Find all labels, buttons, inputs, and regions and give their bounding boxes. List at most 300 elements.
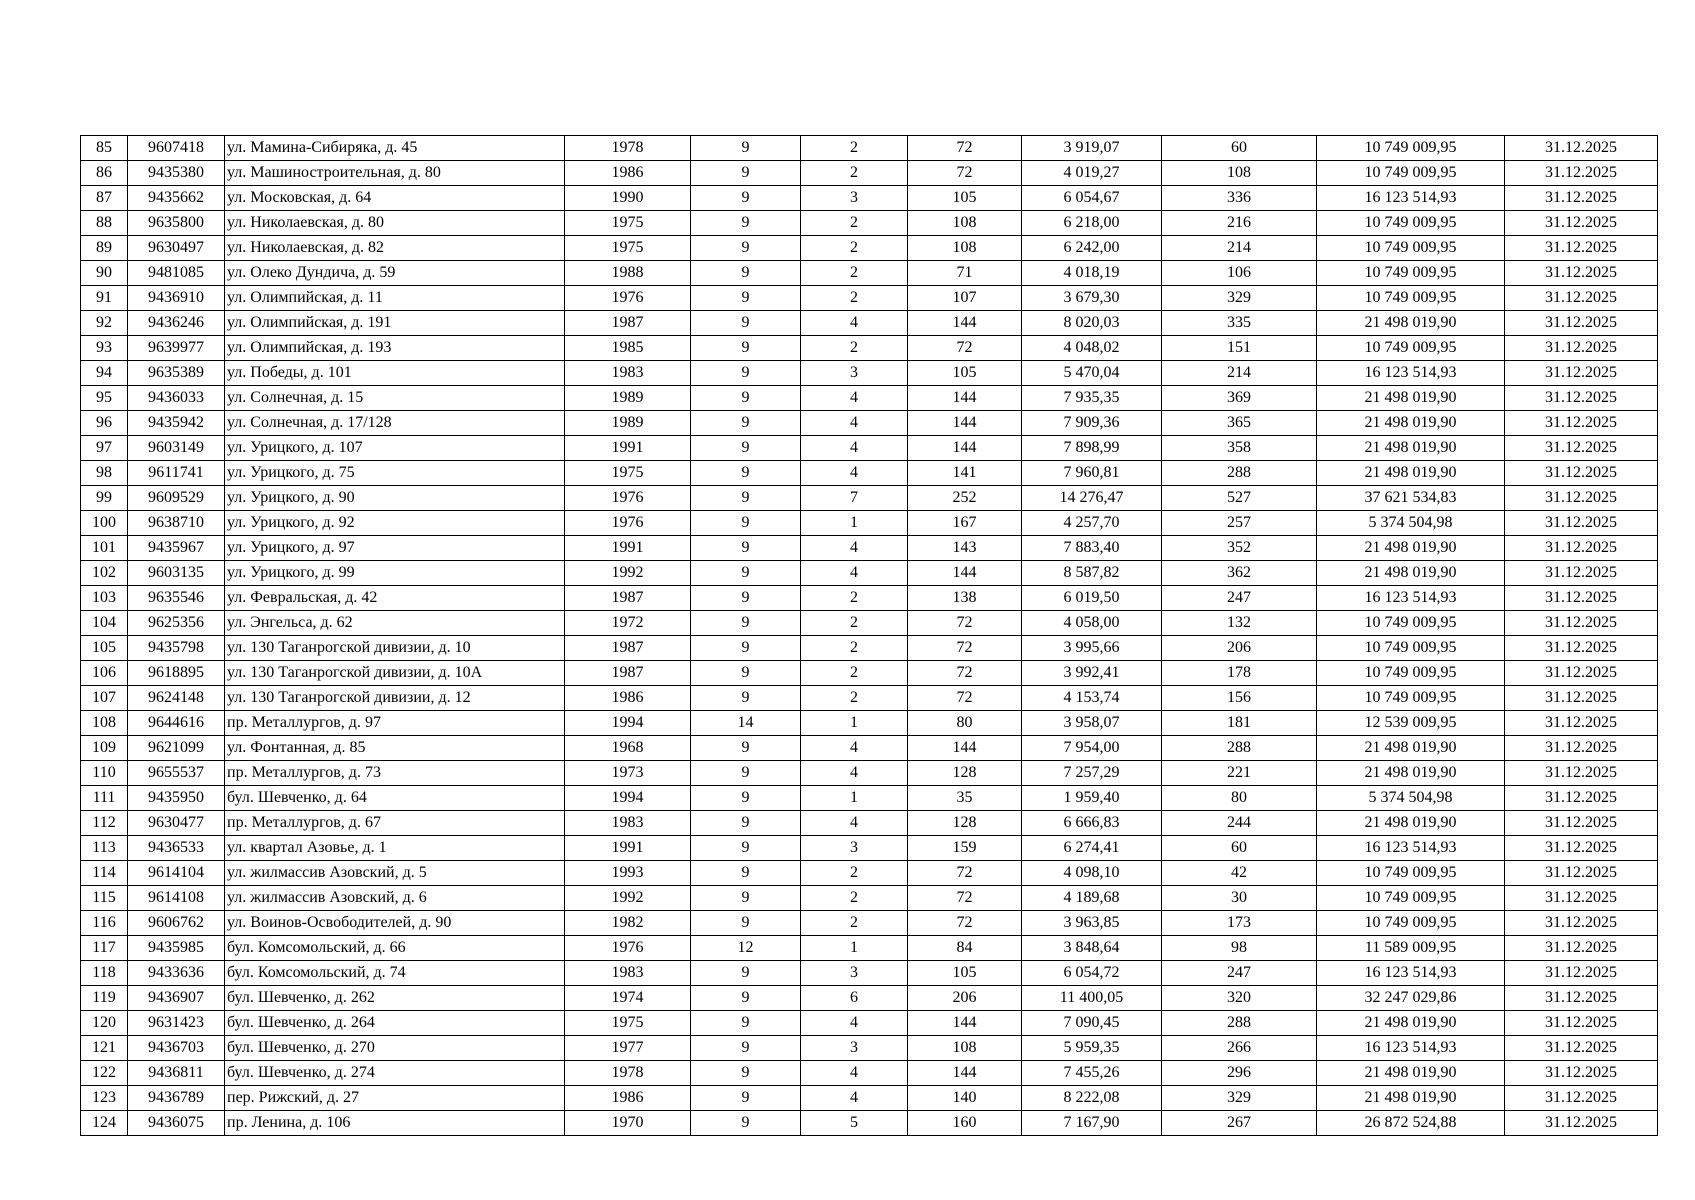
amount-cell: 10 749 009,95 — [1317, 861, 1505, 886]
entrances-cell: 4 — [801, 536, 908, 561]
floors-cell: 9 — [691, 1111, 801, 1136]
floors-cell: 9 — [691, 511, 801, 536]
area-cell: 14 276,47 — [1022, 486, 1162, 511]
deadline-cell: 31.12.2025 — [1505, 836, 1658, 861]
entrances-cell: 4 — [801, 561, 908, 586]
residents-cell: 178 — [1162, 661, 1317, 686]
amount-cell: 37 621 534,83 — [1317, 486, 1505, 511]
apartments-cell: 108 — [908, 1036, 1022, 1061]
amount-cell: 10 749 009,95 — [1317, 261, 1505, 286]
area-cell: 5 470,04 — [1022, 361, 1162, 386]
apartments-cell: 144 — [908, 1011, 1022, 1036]
apartments-cell: 138 — [908, 586, 1022, 611]
entrances-cell: 2 — [801, 886, 908, 911]
house-code-cell: 9625356 — [128, 611, 225, 636]
residents-cell: 369 — [1162, 386, 1317, 411]
deadline-cell: 31.12.2025 — [1505, 786, 1658, 811]
area-cell: 3 958,07 — [1022, 711, 1162, 736]
address-cell: ул. Солнечная, д. 15 — [225, 386, 565, 411]
table-row — [81, 261, 1658, 286]
floors-cell: 9 — [691, 261, 801, 286]
year-cell: 1982 — [565, 911, 691, 936]
residents-cell: 206 — [1162, 636, 1317, 661]
apartments-cell: 144 — [908, 561, 1022, 586]
year-cell: 1975 — [565, 236, 691, 261]
table-row — [81, 161, 1658, 186]
floors-cell: 9 — [691, 861, 801, 886]
house-code-cell: 9436789 — [128, 1086, 225, 1111]
house-code-cell: 9614104 — [128, 861, 225, 886]
residents-cell: 108 — [1162, 161, 1317, 186]
house-code-cell: 9603149 — [128, 436, 225, 461]
floors-cell: 9 — [691, 336, 801, 361]
row-number-cell: 107 — [81, 686, 128, 711]
year-cell: 1972 — [565, 611, 691, 636]
row-number-cell: 111 — [81, 786, 128, 811]
area-cell: 7 898,99 — [1022, 436, 1162, 461]
floors-cell: 12 — [691, 936, 801, 961]
table-row — [81, 761, 1658, 786]
address-cell: ул. Олимпийская, д. 193 — [225, 336, 565, 361]
row-number-cell: 116 — [81, 911, 128, 936]
deadline-cell: 31.12.2025 — [1505, 986, 1658, 1011]
row-number-cell: 121 — [81, 1036, 128, 1061]
table-row — [81, 1086, 1658, 1111]
house-code-cell: 9481085 — [128, 261, 225, 286]
apartments-cell: 80 — [908, 711, 1022, 736]
house-code-cell: 9609529 — [128, 486, 225, 511]
residents-cell: 60 — [1162, 136, 1317, 161]
floors-cell: 9 — [691, 536, 801, 561]
deadline-cell: 31.12.2025 — [1505, 236, 1658, 261]
area-cell: 3 919,07 — [1022, 136, 1162, 161]
residents-cell: 267 — [1162, 1111, 1317, 1136]
year-cell: 1978 — [565, 136, 691, 161]
year-cell: 1993 — [565, 861, 691, 886]
entrances-cell: 2 — [801, 686, 908, 711]
apartments-cell: 144 — [908, 1061, 1022, 1086]
residents-cell: 216 — [1162, 211, 1317, 236]
table-row — [81, 611, 1658, 636]
amount-cell: 10 749 009,95 — [1317, 236, 1505, 261]
floors-cell: 14 — [691, 711, 801, 736]
address-cell: ул. Урицкого, д. 75 — [225, 461, 565, 486]
house-code-cell: 9607418 — [128, 136, 225, 161]
floors-cell: 9 — [691, 586, 801, 611]
entrances-cell: 2 — [801, 911, 908, 936]
row-number-cell: 105 — [81, 636, 128, 661]
house-code-cell: 9436075 — [128, 1111, 225, 1136]
year-cell: 1992 — [565, 886, 691, 911]
floors-cell: 9 — [691, 386, 801, 411]
entrances-cell: 2 — [801, 636, 908, 661]
residents-cell: 358 — [1162, 436, 1317, 461]
floors-cell: 9 — [691, 411, 801, 436]
amount-cell: 21 498 019,90 — [1317, 1061, 1505, 1086]
address-cell: ул. Урицкого, д. 90 — [225, 486, 565, 511]
deadline-cell: 31.12.2025 — [1505, 661, 1658, 686]
floors-cell: 9 — [691, 811, 801, 836]
amount-cell: 16 123 514,93 — [1317, 186, 1505, 211]
table-row — [81, 286, 1658, 311]
table-row — [81, 136, 1658, 161]
row-number-cell: 99 — [81, 486, 128, 511]
address-cell: бул. Шевченко, д. 64 — [225, 786, 565, 811]
year-cell: 1973 — [565, 761, 691, 786]
address-cell: бул. Комсомольский, д. 66 — [225, 936, 565, 961]
address-cell: бул. Шевченко, д. 270 — [225, 1036, 565, 1061]
amount-cell: 32 247 029,86 — [1317, 986, 1505, 1011]
area-cell: 4 019,27 — [1022, 161, 1162, 186]
floors-cell: 9 — [691, 561, 801, 586]
amount-cell: 12 539 009,95 — [1317, 711, 1505, 736]
floors-cell: 9 — [691, 286, 801, 311]
floors-cell: 9 — [691, 736, 801, 761]
amount-cell: 21 498 019,90 — [1317, 411, 1505, 436]
deadline-cell: 31.12.2025 — [1505, 1086, 1658, 1111]
address-cell: ул. Урицкого, д. 99 — [225, 561, 565, 586]
deadline-cell: 31.12.2025 — [1505, 536, 1658, 561]
entrances-cell: 3 — [801, 961, 908, 986]
entrances-cell: 3 — [801, 361, 908, 386]
apartments-cell: 72 — [908, 911, 1022, 936]
amount-cell: 5 374 504,98 — [1317, 511, 1505, 536]
row-number-cell: 123 — [81, 1086, 128, 1111]
row-number-cell: 113 — [81, 836, 128, 861]
table-row — [81, 861, 1658, 886]
apartments-cell: 128 — [908, 761, 1022, 786]
table-row — [81, 336, 1658, 361]
year-cell: 1968 — [565, 736, 691, 761]
entrances-cell: 1 — [801, 786, 908, 811]
year-cell: 1976 — [565, 286, 691, 311]
apartments-cell: 167 — [908, 511, 1022, 536]
entrances-cell: 2 — [801, 161, 908, 186]
row-number-cell: 106 — [81, 661, 128, 686]
entrances-cell: 4 — [801, 436, 908, 461]
floors-cell: 9 — [691, 636, 801, 661]
amount-cell: 10 749 009,95 — [1317, 886, 1505, 911]
year-cell: 1989 — [565, 411, 691, 436]
table-row — [81, 186, 1658, 211]
year-cell: 1987 — [565, 661, 691, 686]
table-body — [81, 136, 1658, 1136]
apartments-cell: 108 — [908, 236, 1022, 261]
row-number-cell: 104 — [81, 611, 128, 636]
year-cell: 1988 — [565, 261, 691, 286]
residents-cell: 30 — [1162, 886, 1317, 911]
year-cell: 1987 — [565, 311, 691, 336]
deadline-cell: 31.12.2025 — [1505, 286, 1658, 311]
address-cell: ул. Урицкого, д. 97 — [225, 536, 565, 561]
table-row — [81, 461, 1658, 486]
floors-cell: 9 — [691, 136, 801, 161]
table-row — [81, 586, 1658, 611]
area-cell: 3 992,41 — [1022, 661, 1162, 686]
address-cell: ул. жилмассив Азовский, д. 5 — [225, 861, 565, 886]
floors-cell: 9 — [691, 786, 801, 811]
year-cell: 1976 — [565, 511, 691, 536]
deadline-cell: 31.12.2025 — [1505, 336, 1658, 361]
apartments-cell: 72 — [908, 636, 1022, 661]
house-code-cell: 9644616 — [128, 711, 225, 736]
address-cell: ул. Машиностроительная, д. 80 — [225, 161, 565, 186]
row-number-cell: 114 — [81, 861, 128, 886]
address-cell: ул. Олимпийская, д. 191 — [225, 311, 565, 336]
entrances-cell: 4 — [801, 1086, 908, 1111]
floors-cell: 9 — [691, 236, 801, 261]
amount-cell: 10 749 009,95 — [1317, 611, 1505, 636]
address-cell: ул. 130 Таганрогской дивизии, д. 10А — [225, 661, 565, 686]
deadline-cell: 31.12.2025 — [1505, 211, 1658, 236]
floors-cell: 9 — [691, 886, 801, 911]
table-row — [81, 786, 1658, 811]
row-number-cell: 108 — [81, 711, 128, 736]
amount-cell: 10 749 009,95 — [1317, 286, 1505, 311]
residents-cell: 362 — [1162, 561, 1317, 586]
deadline-cell: 31.12.2025 — [1505, 261, 1658, 286]
residents-cell: 329 — [1162, 286, 1317, 311]
area-cell: 6 054,72 — [1022, 961, 1162, 986]
floors-cell: 9 — [691, 686, 801, 711]
deadline-cell: 31.12.2025 — [1505, 1061, 1658, 1086]
apartments-cell: 72 — [908, 136, 1022, 161]
area-cell: 6 019,50 — [1022, 586, 1162, 611]
table-row — [81, 511, 1658, 536]
table-row — [81, 236, 1658, 261]
address-cell: ул. Мамина-Сибиряка, д. 45 — [225, 136, 565, 161]
area-cell: 8 020,03 — [1022, 311, 1162, 336]
address-cell: ул. Солнечная, д. 17/128 — [225, 411, 565, 436]
floors-cell: 9 — [691, 911, 801, 936]
residents-cell: 247 — [1162, 961, 1317, 986]
row-number-cell: 124 — [81, 1111, 128, 1136]
row-number-cell: 87 — [81, 186, 128, 211]
entrances-cell: 4 — [801, 761, 908, 786]
residents-cell: 106 — [1162, 261, 1317, 286]
house-code-cell: 9618895 — [128, 661, 225, 686]
amount-cell: 10 749 009,95 — [1317, 211, 1505, 236]
house-code-cell: 9635800 — [128, 211, 225, 236]
entrances-cell: 2 — [801, 211, 908, 236]
table-row — [81, 411, 1658, 436]
house-code-cell: 9631423 — [128, 1011, 225, 1036]
amount-cell: 16 123 514,93 — [1317, 1036, 1505, 1061]
row-number-cell: 112 — [81, 811, 128, 836]
deadline-cell: 31.12.2025 — [1505, 586, 1658, 611]
amount-cell: 21 498 019,90 — [1317, 761, 1505, 786]
area-cell: 7 167,90 — [1022, 1111, 1162, 1136]
entrances-cell: 2 — [801, 586, 908, 611]
year-cell: 1991 — [565, 436, 691, 461]
address-cell: ул. Фонтанная, д. 85 — [225, 736, 565, 761]
residents-cell: 247 — [1162, 586, 1317, 611]
year-cell: 1975 — [565, 211, 691, 236]
year-cell: 1991 — [565, 836, 691, 861]
amount-cell: 21 498 019,90 — [1317, 736, 1505, 761]
row-number-cell: 91 — [81, 286, 128, 311]
floors-cell: 9 — [691, 436, 801, 461]
table-row — [81, 686, 1658, 711]
address-cell: ул. 130 Таганрогской дивизии, д. 12 — [225, 686, 565, 711]
residents-cell: 221 — [1162, 761, 1317, 786]
house-code-cell: 9436811 — [128, 1061, 225, 1086]
area-cell: 8 222,08 — [1022, 1086, 1162, 1111]
residents-cell: 365 — [1162, 411, 1317, 436]
amount-cell: 10 749 009,95 — [1317, 161, 1505, 186]
entrances-cell: 2 — [801, 611, 908, 636]
entrances-cell: 4 — [801, 311, 908, 336]
entrances-cell: 5 — [801, 1111, 908, 1136]
floors-cell: 9 — [691, 961, 801, 986]
year-cell: 1983 — [565, 811, 691, 836]
house-code-cell: 9614108 — [128, 886, 225, 911]
row-number-cell: 90 — [81, 261, 128, 286]
row-number-cell: 94 — [81, 361, 128, 386]
apartments-cell: 72 — [908, 886, 1022, 911]
house-code-cell: 9436533 — [128, 836, 225, 861]
area-cell: 7 935,35 — [1022, 386, 1162, 411]
deadline-cell: 31.12.2025 — [1505, 186, 1658, 211]
house-code-cell: 9435967 — [128, 536, 225, 561]
entrances-cell: 2 — [801, 661, 908, 686]
table-row — [81, 1111, 1658, 1136]
entrances-cell: 2 — [801, 336, 908, 361]
apartments-cell: 108 — [908, 211, 1022, 236]
house-code-cell: 9436703 — [128, 1036, 225, 1061]
row-number-cell: 102 — [81, 561, 128, 586]
area-cell: 4 048,02 — [1022, 336, 1162, 361]
house-code-cell: 9639977 — [128, 336, 225, 361]
entrances-cell: 2 — [801, 286, 908, 311]
deadline-cell: 31.12.2025 — [1505, 886, 1658, 911]
deadline-cell: 31.12.2025 — [1505, 436, 1658, 461]
residents-cell: 329 — [1162, 1086, 1317, 1111]
year-cell: 1977 — [565, 1036, 691, 1061]
floors-cell: 9 — [691, 836, 801, 861]
row-number-cell: 96 — [81, 411, 128, 436]
house-code-cell: 9436033 — [128, 386, 225, 411]
deadline-cell: 31.12.2025 — [1505, 361, 1658, 386]
year-cell: 1970 — [565, 1111, 691, 1136]
entrances-cell: 2 — [801, 236, 908, 261]
residents-cell: 257 — [1162, 511, 1317, 536]
residents-cell: 42 — [1162, 861, 1317, 886]
area-cell: 3 679,30 — [1022, 286, 1162, 311]
residents-cell: 296 — [1162, 1061, 1317, 1086]
area-cell: 7 090,45 — [1022, 1011, 1162, 1036]
entrances-cell: 7 — [801, 486, 908, 511]
table-row — [81, 711, 1658, 736]
residents-cell: 214 — [1162, 236, 1317, 261]
row-number-cell: 88 — [81, 211, 128, 236]
address-cell: ул. Николаевская, д. 80 — [225, 211, 565, 236]
address-cell: бул. Комсомольский, д. 74 — [225, 961, 565, 986]
amount-cell: 16 123 514,93 — [1317, 961, 1505, 986]
apartments-cell: 128 — [908, 811, 1022, 836]
table-row — [81, 486, 1658, 511]
apartments-cell: 160 — [908, 1111, 1022, 1136]
entrances-cell: 4 — [801, 736, 908, 761]
amount-cell: 5 374 504,98 — [1317, 786, 1505, 811]
residents-cell: 335 — [1162, 311, 1317, 336]
year-cell: 1983 — [565, 961, 691, 986]
amount-cell: 21 498 019,90 — [1317, 811, 1505, 836]
residents-cell: 266 — [1162, 1036, 1317, 1061]
residents-cell: 288 — [1162, 1011, 1317, 1036]
area-cell: 3 995,66 — [1022, 636, 1162, 661]
house-code-cell: 9635546 — [128, 586, 225, 611]
deadline-cell: 31.12.2025 — [1505, 386, 1658, 411]
row-number-cell: 122 — [81, 1061, 128, 1086]
table-row — [81, 361, 1658, 386]
amount-cell: 16 123 514,93 — [1317, 836, 1505, 861]
address-cell: ул. Олимпийская, д. 11 — [225, 286, 565, 311]
area-cell: 1 959,40 — [1022, 786, 1162, 811]
floors-cell: 9 — [691, 1061, 801, 1086]
deadline-cell: 31.12.2025 — [1505, 961, 1658, 986]
year-cell: 1994 — [565, 786, 691, 811]
floors-cell: 9 — [691, 311, 801, 336]
address-cell: пер. Рижский, д. 27 — [225, 1086, 565, 1111]
deadline-cell: 31.12.2025 — [1505, 1111, 1658, 1136]
table-row — [81, 986, 1658, 1011]
area-cell: 6 218,00 — [1022, 211, 1162, 236]
entrances-cell: 1 — [801, 511, 908, 536]
residents-cell: 352 — [1162, 536, 1317, 561]
apartments-cell: 107 — [908, 286, 1022, 311]
amount-cell: 21 498 019,90 — [1317, 436, 1505, 461]
address-cell: ул. 130 Таганрогской дивизии, д. 10 — [225, 636, 565, 661]
apartments-cell: 72 — [908, 161, 1022, 186]
table-row — [81, 386, 1658, 411]
deadline-cell: 31.12.2025 — [1505, 1036, 1658, 1061]
table-row — [81, 436, 1658, 461]
entrances-cell: 4 — [801, 1011, 908, 1036]
deadline-cell: 31.12.2025 — [1505, 711, 1658, 736]
amount-cell: 21 498 019,90 — [1317, 1086, 1505, 1111]
year-cell: 1976 — [565, 936, 691, 961]
residents-cell: 156 — [1162, 686, 1317, 711]
area-cell: 7 257,29 — [1022, 761, 1162, 786]
apartments-cell: 252 — [908, 486, 1022, 511]
area-cell: 6 274,41 — [1022, 836, 1162, 861]
row-number-cell: 92 — [81, 311, 128, 336]
amount-cell: 21 498 019,90 — [1317, 1011, 1505, 1036]
area-cell: 4 098,10 — [1022, 861, 1162, 886]
deadline-cell: 31.12.2025 — [1505, 761, 1658, 786]
row-number-cell: 89 — [81, 236, 128, 261]
floors-cell: 9 — [691, 361, 801, 386]
year-cell: 1978 — [565, 1061, 691, 1086]
apartments-cell: 72 — [908, 336, 1022, 361]
table-row — [81, 636, 1658, 661]
address-cell: ул. Победы, д. 101 — [225, 361, 565, 386]
area-cell: 7 883,40 — [1022, 536, 1162, 561]
amount-cell: 21 498 019,90 — [1317, 311, 1505, 336]
table-row — [81, 836, 1658, 861]
house-code-cell: 9436246 — [128, 311, 225, 336]
area-cell: 3 963,85 — [1022, 911, 1162, 936]
floors-cell: 9 — [691, 1036, 801, 1061]
row-number-cell: 118 — [81, 961, 128, 986]
row-number-cell: 97 — [81, 436, 128, 461]
amount-cell: 10 749 009,95 — [1317, 661, 1505, 686]
address-cell: бул. Шевченко, д. 274 — [225, 1061, 565, 1086]
floors-cell: 9 — [691, 461, 801, 486]
area-cell: 7 909,36 — [1022, 411, 1162, 436]
year-cell: 1990 — [565, 186, 691, 211]
